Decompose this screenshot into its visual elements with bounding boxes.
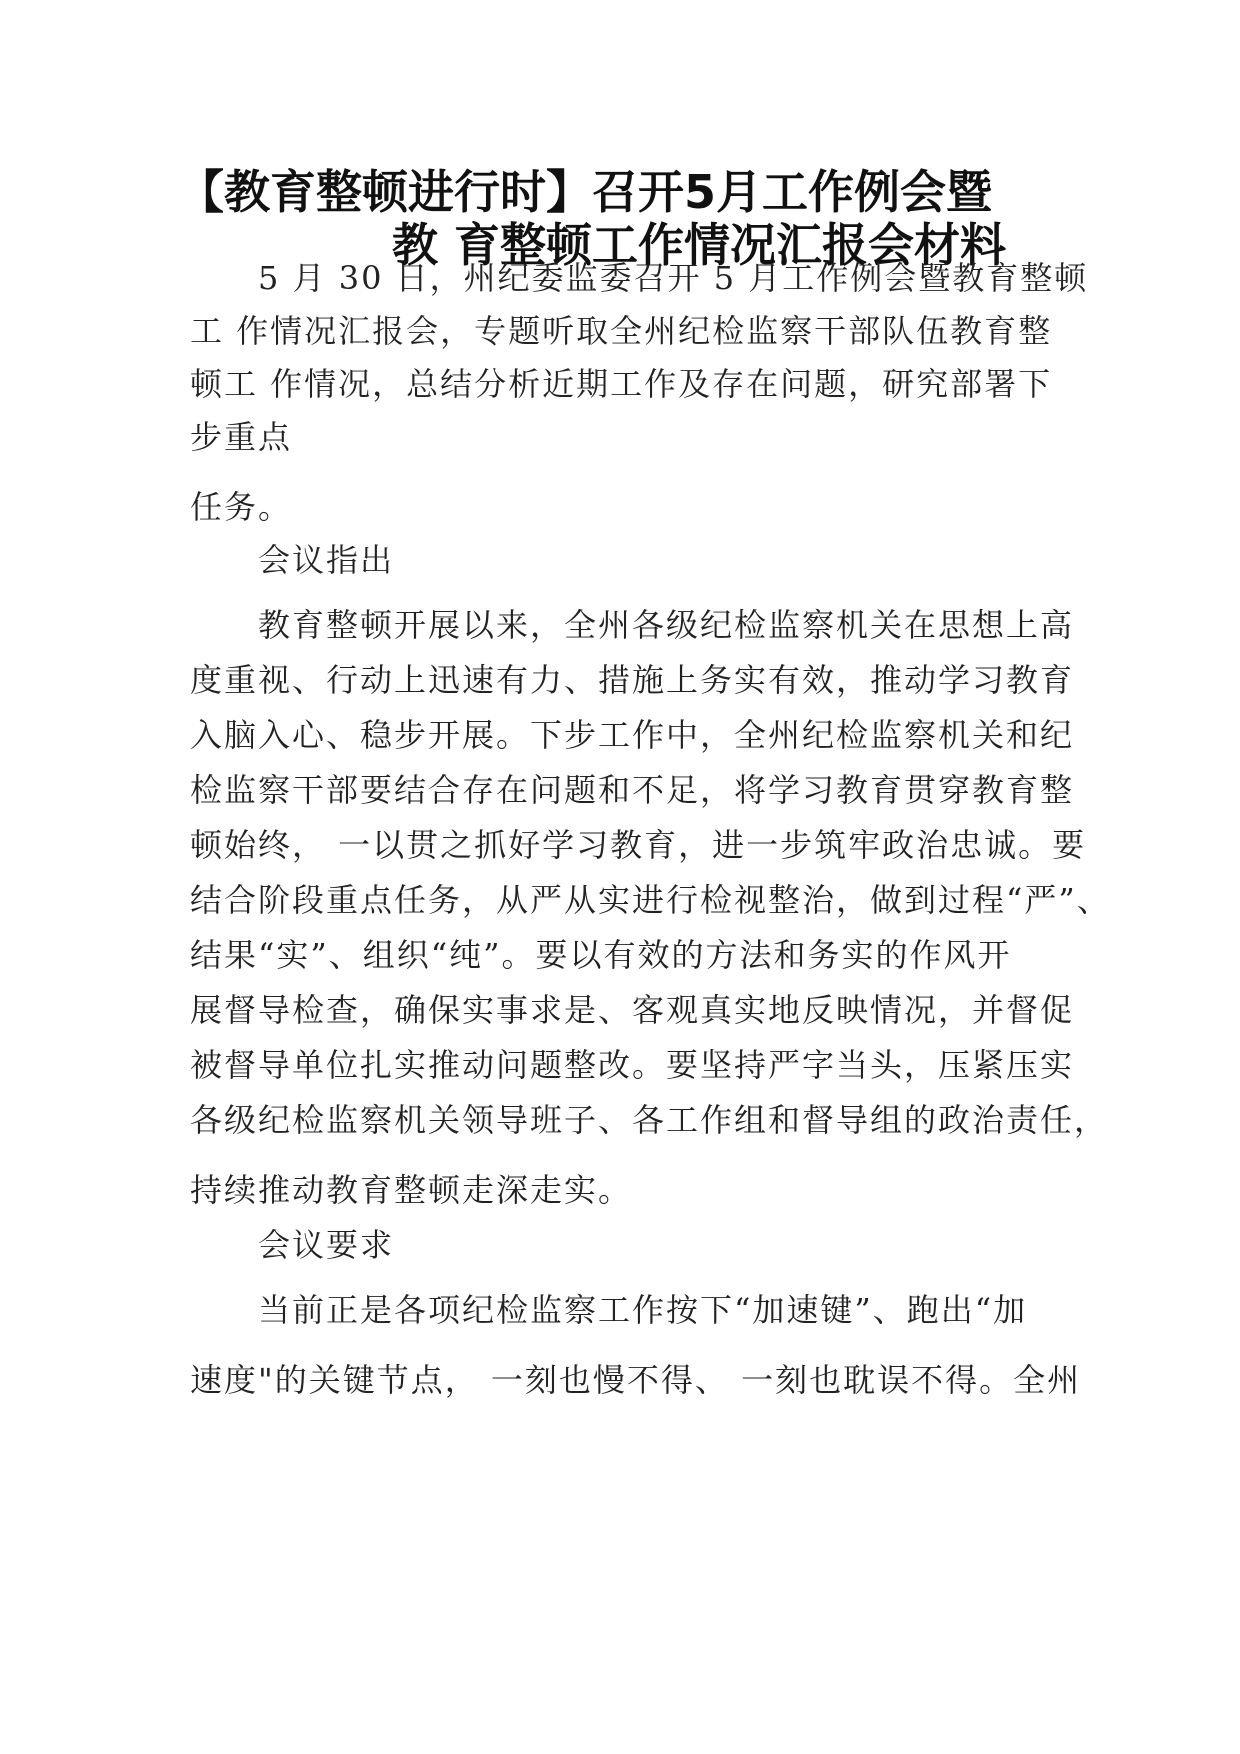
body-line: 顿始终， 一以贯之抓好学习教育，进一步筑牢政治忠诚。要 xyxy=(190,826,1087,864)
body-line: 教育整顿开展以来，全州各级纪检监察机关在思想上高 xyxy=(258,606,1075,644)
body-line: 5 月 30 日，州纪委监委召开 5 月工作例会暨教育整顿 xyxy=(258,259,1089,297)
body-line: 结果“实”、组织“纯”。要以有效的方法和务实的作风开 xyxy=(190,936,1012,974)
body-line: 检监察干部要结合存在问题和不足，将学习教育贯穿教育整 xyxy=(190,771,1075,809)
body-line: 步重点 xyxy=(190,418,293,456)
body-line: 度重视、行动上迅速有力、措施上务实有效，推动学习教育 xyxy=(190,661,1075,699)
body-line: 入脑入心、稳步开展。下步工作中，全州纪检监察机关和纪 xyxy=(190,716,1075,754)
section-heading: 会议要求 xyxy=(258,1226,395,1264)
body-line: 被督导单位扎实推动问题整改。要坚持严字当头，压紧压实 xyxy=(190,1046,1075,1084)
body-line: 工 作情况汇报会，专题听取全州纪检监察干部队伍教育整 xyxy=(190,312,1053,350)
document-title-line-1: 【教育整顿进行时】召开5月工作例会暨 xyxy=(178,165,993,219)
body-line: 顿工 作情况，总结分析近期工作及存在问题，研究部署下 xyxy=(190,365,1053,403)
document-title-line-2: 教 育整顿工作情况汇报会材料 xyxy=(392,218,1007,272)
body-line: 当前正是各项纪检监察工作按下“加速键”、跑出“加 xyxy=(258,1291,1028,1329)
body-line: 持续推动教育整顿走深走实。 xyxy=(190,1171,633,1209)
body-line: 速度"的关键节点， 一刻也慢不得、 一刻也耽误不得。全州 xyxy=(190,1361,1082,1399)
body-line: 展督导检查，确保实事求是、客观真实地反映情况，并督促 xyxy=(190,991,1075,1029)
body-line: 结合阶段重点任务，从严从实进行检视整治，做到过程“严”、 xyxy=(190,881,1111,919)
body-line: 任务。 xyxy=(190,488,293,526)
section-heading: 会议指出 xyxy=(258,541,395,579)
body-line: 各级纪检监察机关领导班子、各工作组和督导组的政治责任， xyxy=(190,1101,1109,1139)
